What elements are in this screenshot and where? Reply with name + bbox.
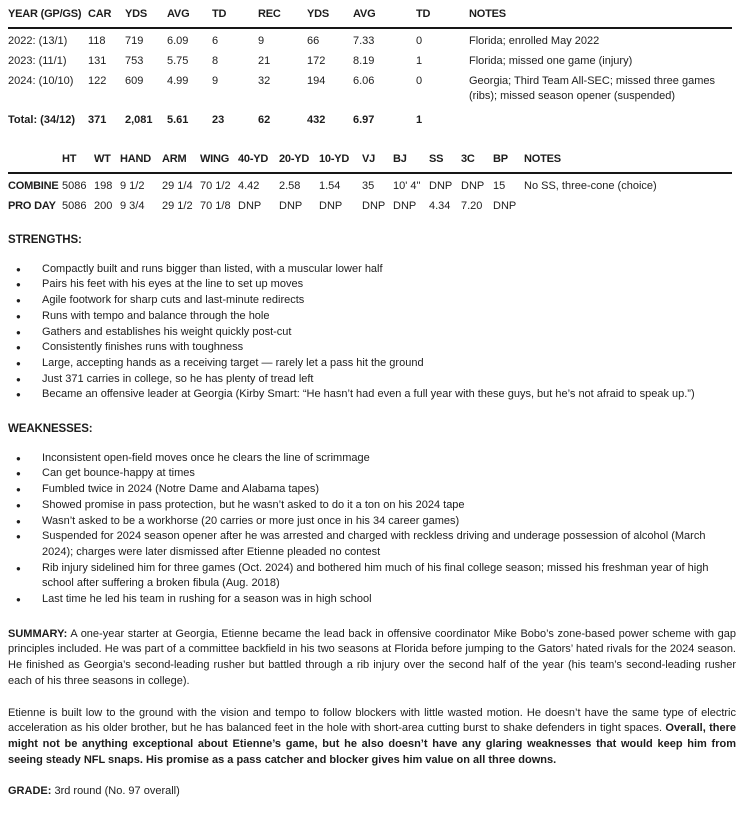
cell-40yd: 4.42 bbox=[238, 180, 260, 192]
cell-rec-td: 1 bbox=[416, 114, 423, 126]
column-header-wing: WING bbox=[200, 150, 238, 173]
cell-notes: Florida; enrolled May 2022 bbox=[469, 35, 600, 47]
column-header-10yd: 10-YD bbox=[319, 150, 362, 173]
list-item: ● Large, accepting hands as a receiving target — rarely let a pass hit the ground bbox=[12, 356, 737, 372]
grade-line bbox=[8, 784, 737, 800]
bullet-icon: ● bbox=[16, 532, 21, 542]
cell-rec-td: 0 bbox=[416, 75, 423, 87]
career-table-header-row bbox=[8, 5, 732, 28]
list-item: ● Pairs his feet with his eyes at the line to set up moves bbox=[12, 277, 737, 293]
cell-rec-yds: 66 bbox=[307, 35, 320, 47]
column-header-year: YEAR (GP/GS) bbox=[8, 5, 88, 28]
row-label-combine: COMBINE bbox=[8, 180, 59, 192]
cell-vj: DNP bbox=[362, 200, 386, 212]
cell-rush-td: 23 bbox=[212, 114, 225, 126]
bullet-icon: ● bbox=[16, 563, 21, 573]
cell-rush-avg: 4.99 bbox=[167, 75, 189, 87]
column-header-wt: WT bbox=[94, 150, 120, 173]
cell-rush-yds: 753 bbox=[125, 55, 144, 67]
list-item: ● Became an offensive leader at Georgia (Kirby Smart: “He hasn’t had even a full year with these guys, but he’s not afraid to speak up.”) bbox=[12, 387, 737, 403]
cell-arm: 29 1/4 bbox=[162, 180, 193, 192]
cell-year: Total: (34/12) bbox=[8, 114, 76, 126]
summary-paragraph-2 bbox=[8, 706, 737, 769]
list-item: ● Last time he led his team in rushing for a season was in high school bbox=[12, 592, 737, 608]
cell-ss: 4.34 bbox=[429, 200, 451, 212]
cell-20yd: DNP bbox=[279, 200, 303, 212]
testing-table bbox=[8, 150, 732, 214]
list-item: ● Wasn’t asked to be a workhorse (20 carries or more just once in his 34 career games) bbox=[12, 514, 737, 530]
cell-rec: 32 bbox=[258, 75, 271, 87]
cell-10yd: 1.54 bbox=[319, 180, 341, 192]
cell-year: 2022: (13/1) bbox=[8, 35, 68, 47]
cell-rush-yds: 609 bbox=[125, 75, 144, 87]
career-stats-table bbox=[8, 5, 732, 128]
list-item: ● Fumbled twice in 2024 (Notre Dame and Alabama tapes) bbox=[12, 482, 737, 498]
cell-rush-avg: 5.61 bbox=[167, 114, 189, 126]
cell-3c: 7.20 bbox=[461, 200, 483, 212]
cell-rush-avg: 5.75 bbox=[167, 55, 189, 67]
cell-arm: 29 1/2 bbox=[162, 200, 193, 212]
cell-car: 122 bbox=[88, 75, 107, 87]
cell-notes: No SS, three-cone (choice) bbox=[524, 180, 657, 192]
cell-notes: Florida; missed one game (injury) bbox=[469, 55, 633, 67]
cell-rush-td: 9 bbox=[212, 75, 219, 87]
column-header-blank bbox=[8, 150, 62, 173]
cell-rec-avg: 7.33 bbox=[353, 35, 375, 47]
cell-rec: 21 bbox=[258, 55, 271, 67]
list-item: ● Can get bounce-happy at times bbox=[12, 466, 737, 482]
column-header-rec-yds: YDS bbox=[307, 5, 353, 28]
cell-wt: 200 bbox=[94, 200, 113, 212]
column-header-car: CAR bbox=[88, 5, 125, 28]
table-row-combine bbox=[8, 173, 732, 194]
cell-rec-yds: 194 bbox=[307, 75, 326, 87]
cell-hand: 9 1/2 bbox=[120, 180, 145, 192]
cell-rec-yds: 432 bbox=[307, 114, 326, 126]
bullet-icon: ● bbox=[16, 264, 21, 274]
grade-value: 3rd round (No. 97 overall) bbox=[51, 785, 180, 798]
cell-rec: 62 bbox=[258, 114, 271, 126]
table-row-total bbox=[8, 104, 732, 128]
cell-rush-avg: 6.09 bbox=[167, 35, 189, 47]
row-label-pro-day: PRO DAY bbox=[8, 200, 56, 212]
column-header-3c: 3C bbox=[461, 150, 493, 173]
cell-40yd: DNP bbox=[238, 200, 262, 212]
bullet-icon: ● bbox=[16, 469, 21, 479]
table-row-2023 bbox=[8, 49, 732, 69]
list-item: ● Rib injury sidelined him for three games (Oct. 2024) and bothered him much of his final college season; missed his freshman year of high school after suffering a broken fibula (Aug. 2018) bbox=[12, 561, 737, 592]
cell-car: 131 bbox=[88, 55, 107, 67]
column-header-ss: SS bbox=[429, 150, 461, 173]
cell-rec-avg: 8.19 bbox=[353, 55, 375, 67]
column-header-notes: NOTES bbox=[524, 150, 732, 173]
column-header-20yd: 20-YD bbox=[279, 150, 319, 173]
cell-notes bbox=[469, 104, 732, 128]
bullet-icon: ● bbox=[16, 311, 21, 321]
cell-wing: 70 1/2 bbox=[200, 180, 231, 192]
bullet-icon: ● bbox=[16, 358, 21, 368]
column-header-rush-avg: AVG bbox=[167, 5, 212, 28]
list-item: ● Compactly built and runs bigger than listed, with a muscular lower half bbox=[12, 262, 737, 278]
list-item: ● Just 371 carries in college, so he has plenty of tread left bbox=[12, 372, 737, 388]
column-header-40yd: 40-YD bbox=[238, 150, 279, 173]
cell-notes bbox=[524, 194, 732, 214]
strengths-heading: STRENGTHS: bbox=[8, 234, 82, 246]
bullet-icon: ● bbox=[16, 485, 21, 495]
cell-year: 2023: (11/1) bbox=[8, 55, 67, 67]
list-item: ● Agile footwork for sharp cuts and last-minute redirects bbox=[12, 293, 737, 309]
bullet-icon: ● bbox=[16, 280, 21, 290]
cell-vj: 35 bbox=[362, 180, 375, 192]
column-header-rec: REC bbox=[258, 5, 307, 28]
column-header-rush-yds: YDS bbox=[125, 5, 167, 28]
column-header-arm: ARM bbox=[162, 150, 200, 173]
bullet-icon: ● bbox=[16, 374, 21, 384]
summary-text-1: A one-year starter at Georgia, Etienne became the lead back in offensive coordinator Mike Bobo’s zone-based power scheme with gap principles included. He was part of a committee backfield in his two seasons at Florida before jumping to the Gators’ hated rivals for the 2024 season. He finished as Georgia’s second-leading rusher but battled through a rib injury over the second half of the year (his team’s second-leading rusher each of his three seasons in college). bbox=[8, 627, 736, 687]
bullet-icon: ● bbox=[16, 500, 21, 510]
testing-table-header-row bbox=[8, 150, 732, 173]
cell-rush-td: 8 bbox=[212, 55, 219, 67]
cell-car: 371 bbox=[88, 114, 107, 126]
strengths-list bbox=[8, 262, 737, 403]
column-header-notes: NOTES bbox=[469, 5, 732, 28]
bullet-icon: ● bbox=[16, 343, 21, 353]
bullet-icon: ● bbox=[16, 516, 21, 526]
cell-bj: 10' 4" bbox=[393, 180, 421, 192]
list-item: ● Consistently finishes runs with toughness bbox=[12, 340, 737, 356]
column-header-bj: BJ bbox=[393, 150, 429, 173]
column-header-vj: VJ bbox=[362, 150, 393, 173]
bullet-icon: ● bbox=[16, 390, 21, 400]
list-item: ● Runs with tempo and balance through the hole bbox=[12, 309, 737, 325]
cell-rec-avg: 6.97 bbox=[353, 114, 375, 126]
cell-rush-yds: 719 bbox=[125, 35, 144, 47]
cell-year: 2024: (10/10) bbox=[8, 75, 74, 87]
cell-rush-yds: 2,081 bbox=[125, 114, 153, 126]
table-row-pro-day bbox=[8, 194, 732, 214]
cell-ht: 5086 bbox=[62, 200, 87, 212]
cell-rec-avg: 6.06 bbox=[353, 75, 375, 87]
cell-10yd: DNP bbox=[319, 200, 343, 212]
weaknesses-heading: WEAKNESSES: bbox=[8, 423, 93, 436]
cell-rec-td: 0 bbox=[416, 35, 423, 47]
column-header-hand: HAND bbox=[120, 150, 162, 173]
column-header-rec-td: TD bbox=[416, 5, 469, 28]
table-row-2024 bbox=[8, 69, 732, 104]
cell-3c: DNP bbox=[461, 180, 485, 192]
cell-car: 118 bbox=[88, 35, 106, 47]
list-item: ● Showed promise in pass protection, but he wasn’t asked to do it a ton on his 2024 tape bbox=[12, 498, 737, 514]
list-item: ● Suspended for 2024 season opener after he was arrested and charged with reckless driving and underage possession of alcohol (March 2024); charges were later dismissed after Etienne pleaded no contest bbox=[12, 529, 737, 560]
bullet-icon: ● bbox=[16, 453, 21, 463]
cell-wt: 198 bbox=[94, 180, 113, 192]
cell-rec-yds: 172 bbox=[307, 55, 326, 67]
cell-bp: 15 bbox=[493, 180, 506, 192]
cell-hand: 9 3/4 bbox=[120, 200, 145, 212]
cell-ss: DNP bbox=[429, 180, 453, 192]
summary-paragraph-1 bbox=[8, 627, 737, 690]
grade-label: GRADE: bbox=[8, 785, 52, 798]
cell-rec-td: 1 bbox=[416, 55, 423, 67]
list-item: ● Inconsistent open-field moves once he clears the line of scrimmage bbox=[12, 451, 737, 467]
cell-bj: DNP bbox=[393, 200, 417, 212]
column-header-bp: BP bbox=[493, 150, 524, 173]
cell-bp: DNP bbox=[493, 200, 517, 212]
cell-notes: Georgia; Third Team All-SEC; missed three games (ribs); missed season opener (suspended) bbox=[469, 75, 715, 102]
column-header-rush-td: TD bbox=[212, 5, 258, 28]
column-header-rec-avg: AVG bbox=[353, 5, 416, 28]
bullet-icon: ● bbox=[16, 296, 21, 306]
bullet-icon: ● bbox=[16, 595, 21, 605]
cell-rec: 9 bbox=[258, 35, 265, 47]
cell-rush-td: 6 bbox=[212, 35, 219, 47]
summary-text-2-regular: Etienne is built low to the ground with the vision and tempo to follow blockers with little wasted motion. He doesn’t have the same type of electric acceleration as his older brother, but he has balanced feet in the hole with short-area cutting burst to shake defenders in tight spaces. bbox=[8, 706, 736, 735]
list-item: ● Gathers and establishes his weight quickly post-cut bbox=[12, 325, 737, 341]
summary-label: SUMMARY: bbox=[8, 627, 68, 640]
table-row-2022 bbox=[8, 28, 732, 49]
weaknesses-list bbox=[8, 451, 737, 608]
cell-wing: 70 1/8 bbox=[200, 200, 231, 212]
cell-ht: 5086 bbox=[62, 180, 87, 192]
bullet-icon: ● bbox=[16, 327, 21, 337]
column-header-ht: HT bbox=[62, 150, 94, 173]
summary-text-2-bold: Overall, there might not be anything exceptional about Etienne’s game, but he also doesn’t have any glaring weaknesses that would keep him from seeing steady NFL snaps. His promise as a pass catcher and blocker gives him value on all three downs. bbox=[8, 722, 736, 766]
cell-20yd: 2.58 bbox=[279, 180, 301, 192]
